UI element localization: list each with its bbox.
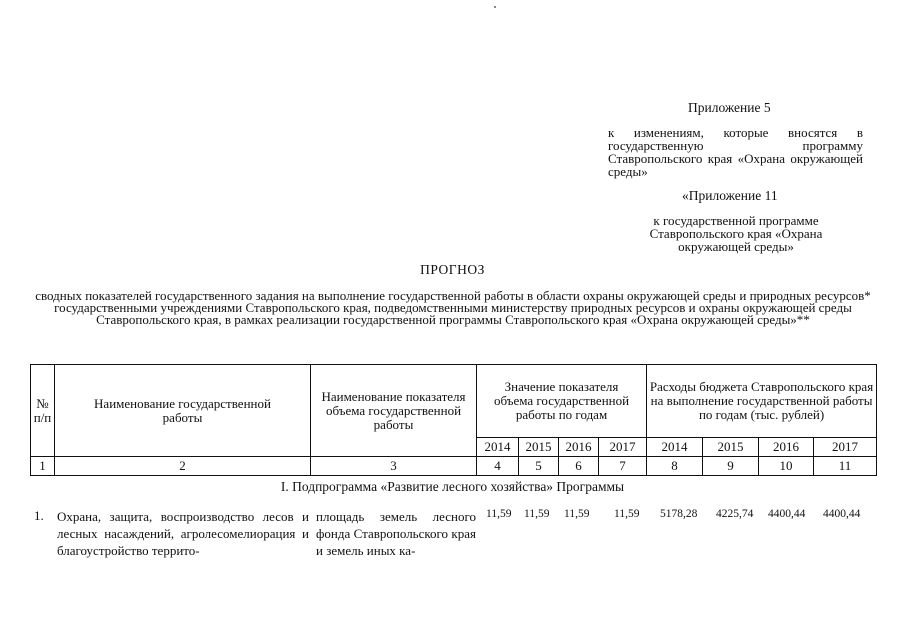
header-work-name: Наименование государственной работы: [55, 365, 311, 457]
appendix-5-title: Приложение 5: [688, 100, 771, 115]
row-expense-2016: 4400,44: [768, 508, 806, 520]
year-cell: 2017: [599, 438, 647, 457]
year-cell: 2015: [703, 438, 759, 457]
column-number: 3: [311, 457, 477, 476]
column-number: 1: [31, 457, 55, 476]
row-number: 1.: [34, 508, 44, 523]
year-cell: 2014: [647, 438, 703, 457]
column-number: 6: [559, 457, 599, 476]
header-num: № п/п: [31, 365, 55, 457]
header-indicator-name: Наименование показателя объема государственной работы: [311, 365, 477, 457]
document-subtitle: сводных показателей государственного задания на выполнение государственной работы в области охраны окружающей среды и природных ресурсов* государственными учреждениями Ставропольского края, подведомственными министерству природных ресурсов и охраны окружающей среды Ставропольского края, в рамках реализации государственной программы Ставропольского края «Охрана окружающей среды»**: [35, 288, 871, 327]
column-number: 11: [814, 457, 877, 476]
row-value-2016: 11,59: [564, 508, 590, 520]
year-cell: 2014: [477, 438, 519, 457]
column-number: 10: [759, 457, 814, 476]
year-cell: 2016: [759, 438, 814, 457]
column-number: 2: [55, 457, 311, 476]
year-cell: 2016: [559, 438, 599, 457]
header-expenses-by-year: Расходы бюджета Ставропольского края на выполнение государственной работы по годам (тыс. рублей): [647, 365, 877, 438]
column-number: 8: [647, 457, 703, 476]
column-number: 4: [477, 457, 519, 476]
row-indicator: площадь земель лесного фонда Ставропольского края и земель иных ка-: [316, 509, 476, 558]
row-expense-2014: 5178,28: [660, 508, 698, 520]
year-cell: 2015: [519, 438, 559, 457]
document-title: ПРОГНОЗ: [420, 262, 485, 277]
row-expense-2017: 4400,44: [823, 508, 861, 520]
row-expense-2015: 4225,74: [716, 508, 754, 520]
row-value-2015: 11,59: [524, 508, 550, 520]
column-number: 9: [703, 457, 759, 476]
forecast-table: [30, 364, 877, 476]
column-number: 5: [519, 457, 559, 476]
row-work-name: Охрана, защита, воспроизводство лесов и лесных насаждений, агролесомелиорация и благоустройство террито-: [57, 509, 309, 558]
row-value-2017: 11,59: [614, 508, 640, 520]
column-number: 7: [599, 457, 647, 476]
appendix-5-description: к изменениям, которые вносятся в государственную программу Ставропольского края «Охрана окружающей среды»: [608, 125, 863, 179]
row-value-2014: 11,59: [486, 508, 512, 520]
scan-speck: [494, 6, 496, 8]
appendix-11-description: к государственной программе Ставропольского края «Охрана окружающей среды»: [649, 213, 823, 254]
section-heading: I. Подпрограмма «Развитие лесного хозяйства» Программы: [280, 479, 625, 494]
year-cell: 2017: [814, 438, 877, 457]
header-values-by-year: Значение показателя объема государственной работы по годам: [477, 365, 647, 438]
appendix-11-title: «Приложение 11: [682, 188, 778, 203]
